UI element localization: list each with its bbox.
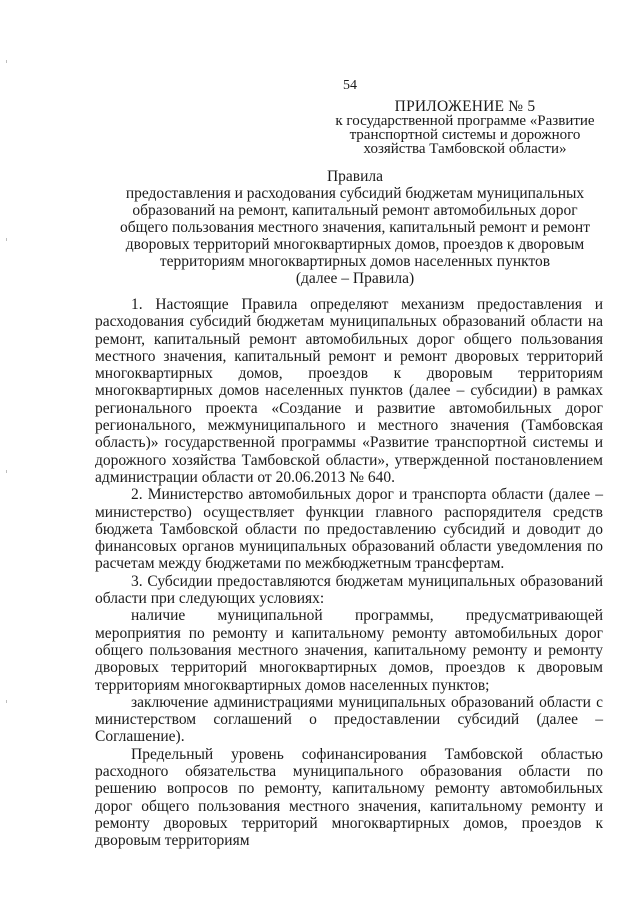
paragraph-3: 3. Субсидии предоставляются бюджетам муниципальных образований области при следующих условиях: xyxy=(95,572,603,608)
condition-2: заключение администрациями муниципальных образований области с министерством соглашений о предоставлении субсидий (далее – Соглашение). xyxy=(95,693,603,746)
condition-1: наличие муниципальной программы, предусматривающей мероприятия по ремонту и капитальному ремонту автомобильных дорог общего пользования местного значения, капитальному ремонту и ремонту дворовых территорий многоквартирных домов, проездов к дворовым территориям многоквартирных домов населенных пунктов; xyxy=(95,607,603,694)
appendix-line: к государственной программе «Развитие xyxy=(335,113,595,129)
paragraph-1: 1. Настоящие Правила определяют механизм предоставления и расходования субсидий бюджетам муниципальных образований области на ремонт, капитальный ремонт автомобильных дорог общего пользования местного значения, капитальный ремонт и ремонт дворовых территорий многоквартирных домов, проездов к дворовым территориям многоквартирных домов населенных пунктов (далее – субсидии) в рамках регионального проекта «Создание и развитие автомобильных дорог регионального, межмуниципального и местного значения (Тамбовская область)» государственной программы «Развитие транспортной системы и дорожного хозяйства Тамбовской области», утвержденной постановлением администрации области от 20.06.2013 № 640. xyxy=(95,296,603,486)
paragraph-2: 2. Министерство автомобильных дорог и транспорта области (далее – министерство) осуществляет функции главного распорядителя средств бюджета Тамбовской области по предоставлению субсидий и доводит до финансовых органов муниципальных образований области уведомления по расчетам между бюджетами по межбюджетным трансфертам. xyxy=(95,486,603,573)
appendix-line: транспортной системы и дорожного xyxy=(349,127,581,143)
appendix-heading: ПРИЛОЖЕНИЕ № 5 xyxy=(394,98,536,115)
rules-title-block xyxy=(115,168,595,287)
paragraph-cofinancing: Предельный уровень софинансирования Тамбовской областью расходного обязательства муниципального образования области по решению вопросов по ремонту, капитальному ремонту автомобильных дорог общего пользования местного значения, капитальному ремонту и ремонту дворовых территорий многоквартирных домов, проездов к дворовым территориям xyxy=(95,745,603,850)
rules-title: Правила xyxy=(326,168,384,185)
appendix-line: хозяйства Тамбовской области» xyxy=(363,141,567,157)
body-text xyxy=(95,296,603,850)
scan-mark xyxy=(6,60,7,63)
page-number: 54 xyxy=(343,78,357,93)
appendix-block xyxy=(300,100,630,156)
rules-abbreviation: (далее – Правила) xyxy=(295,270,415,287)
rules-subtitle: предоставления и расходования субсидий бюджетам муниципальных образований на ремонт, капитальный ремонт автомобильных дорог общего пользования местного значения, капитальный ремонт и ремонт дворовых территорий многоквартирных домов, проездов к дворовым территориям многоквартирных домов населенных пунктов xyxy=(119,185,591,270)
scan-mark xyxy=(6,470,7,473)
scan-mark xyxy=(6,700,7,703)
scan-mark xyxy=(6,238,7,241)
